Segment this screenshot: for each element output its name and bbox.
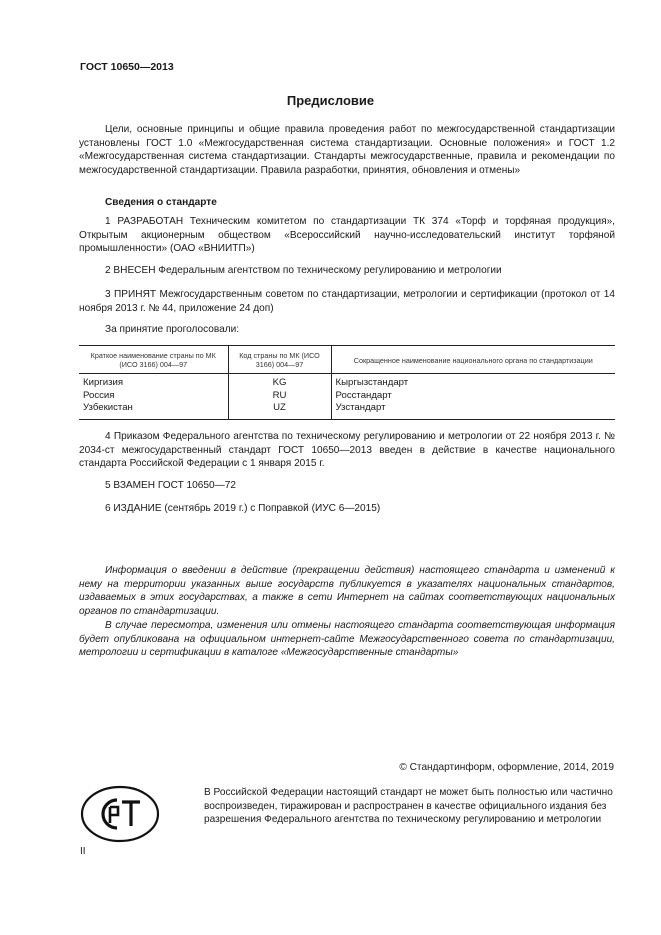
- item-edition: 6 ИЗДАНИЕ (сентябрь 2019 г.) с Поправкой (ИУС 6—2015): [105, 503, 381, 514]
- table-cell: UZ: [228, 402, 331, 419]
- item-replaces: 5 ВЗАМЕН ГОСТ 10650—72: [105, 480, 236, 491]
- table-row: [79, 374, 615, 390]
- item-adopted: 3 ПРИНЯТ Межгосударственным советом по стандартизации, метрологии и сертификации (протокол от 14 ноября 2013 г. № 44, приложение 24 доп): [79, 289, 615, 314]
- table-cell: KG: [228, 374, 331, 390]
- page-number: II: [80, 846, 86, 857]
- table-header-row: [79, 346, 615, 374]
- table-cell: Кыргызстандарт: [331, 374, 615, 390]
- table-header-cell: Сокращенное наименование национального органа по стандартизации: [331, 346, 615, 374]
- gost-r-logo-icon: [80, 785, 160, 843]
- info-paragraph-1: Информация о введении в действие (прекращении действия) настоящего стандарта и изменений к нему на территории указанных выше государств публикуется в указателях национальных стандартов, издаваемых в этих государствах, а также в сети Интернет на сайтах соответствующих национальных органов по стандартизации.: [79, 565, 615, 617]
- table-row: [79, 390, 615, 403]
- item-enacted: 4 Приказом Федерального агентства по техническому регулированию и метрологии от 22 ноября 2013 г. № 2034-ст межгосударственный стандарт ГОСТ 10650—2013 введен в действие в качестве национального стандарта Российской Федерации с 1 января 2015 г.: [79, 431, 615, 470]
- table-row: [79, 402, 615, 419]
- preface-intro: Цели, основные принципы и общие правила проведения работ по межгосударственной стандартизации установлены ГОСТ 1.0 «Межгосударственная система стандартизации. Основные положения» и ГОСТ 1.2 «Межгосударственная система стандартизации. Стандарты межгосударственные, правила и рекомендации по межгосударственной стандартизации. Правила разработки, принятия, обновления и отмены»: [79, 124, 615, 176]
- document-header: ГОСТ 10650—2013: [80, 61, 174, 73]
- table-header-cell: Краткое наименование страны по МК (ИСО 3166) 004—97: [79, 346, 228, 374]
- copyright-line: © Стандартинформ, оформление, 2014, 2019: [399, 762, 614, 773]
- table-cell: RU: [228, 390, 331, 403]
- table-header-cell: Код страны по МК (ИСО 3166) 004—97: [228, 346, 331, 374]
- item-developed: 1 РАЗРАБОТАН Техническим комитетом по стандартизации ТК 374 «Торф и торфяная продукция», Открытым акционерным обществом «Всероссийский научно-исследовательский институт торфяной промышленности» (ОАО «ВНИИТП»): [79, 216, 615, 255]
- voted-label: За принятие проголосовали:: [105, 324, 240, 335]
- table-cell: Росстандарт: [331, 390, 615, 403]
- table-cell: Россия: [83, 389, 115, 401]
- table-cell: Киргизия: [83, 377, 124, 388]
- table-cell: Узбекистан: [79, 402, 228, 419]
- page-title: Предисловие: [286, 93, 375, 108]
- legal-notice: В Российской Федерации настоящий стандарт не может быть полностью или частично воспроизведен, тиражирован и распространен в качестве официального издания без разрешения Федерального агентства по техническому регулированию и метрологии: [204, 787, 613, 826]
- voting-table: [79, 345, 615, 420]
- info-paragraph-2: В случае пересмотра, изменения или отмены настоящего стандарта соответствующая информация будет опубликована на официальном интернет-сайте Межгосударственного совета по стандартизации, метрологии и сертификации в каталоге «Межгосударственные стандарты»: [79, 620, 615, 659]
- table-cell: Узстандарт: [331, 402, 615, 419]
- item-introduced: 2 ВНЕСЕН Федеральным агентством по техническому регулированию и метрологии: [105, 265, 502, 276]
- section-title: Сведения о стандарте: [105, 197, 217, 208]
